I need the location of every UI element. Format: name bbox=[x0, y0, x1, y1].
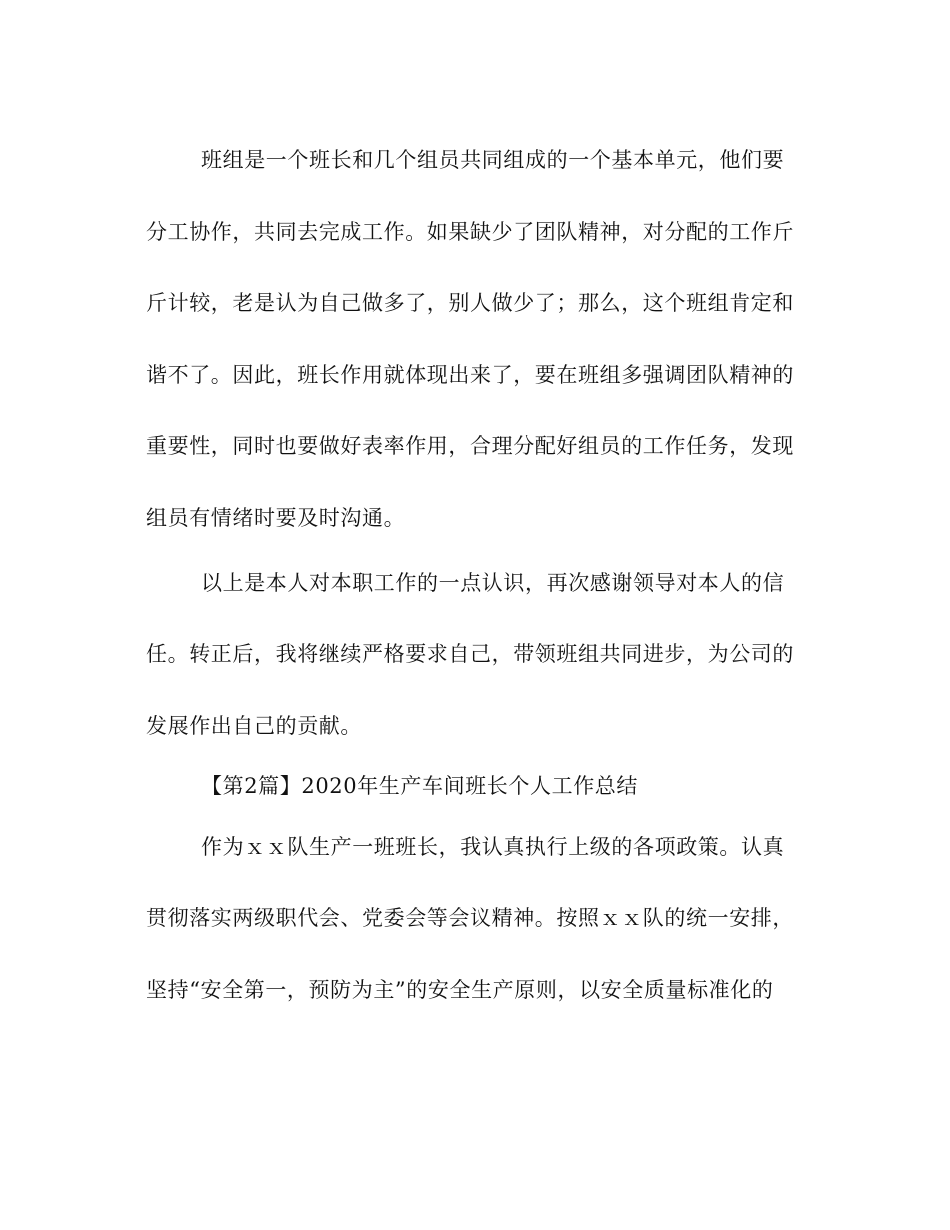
paragraph-2-line-2: 任。转正后，我将继续严格要求自己，带领班组共同进步，为公司的 bbox=[146, 642, 794, 666]
paragraph-1-line-5: 重要性，同时也要做好表率作用，合理分配好组员的工作任务，发现 bbox=[146, 434, 794, 458]
paragraph-1-line-6: 组员有情绪时要及时沟通。 bbox=[146, 506, 406, 530]
paragraph-3-line-3: 坚持“安全第一，预防为主”的安全生产原则，以安全质量标准化的 bbox=[146, 978, 774, 1002]
paragraph-1-line-2: 分工协作，共同去完成工作。如果缺少了团队精神，对分配的工作斤 bbox=[146, 220, 794, 244]
paragraph-1-line-3: 斤计较，老是认为自己做多了，别人做少了；那么，这个班组肯定和 bbox=[146, 291, 794, 315]
paragraph-1-line-1: 班组是一个班长和几个组员共同组成的一个基本单元，他们要 bbox=[201, 148, 785, 172]
paragraph-3-line-1: 作为ｘｘ队生产一班班长，我认真执行上级的各项政策。认真 bbox=[201, 835, 785, 859]
paragraph-2-line-3: 发展作出自己的贡献。 bbox=[146, 714, 362, 738]
paragraph-3-line-2: 贯彻落实两级职代会、党委会等会议精神。按照ｘｘ队的统一安排， bbox=[146, 906, 794, 930]
paragraph-1-line-4: 谐不了。因此，班长作用就体现出来了，要在班组多强调团队精神的 bbox=[146, 363, 794, 387]
paragraph-2-line-1: 以上是本人对本职工作的一点认识，再次感谢领导对本人的信 bbox=[201, 571, 785, 595]
section-heading: 【第2篇】2020年生产车间班长个人工作总结 bbox=[201, 774, 639, 798]
